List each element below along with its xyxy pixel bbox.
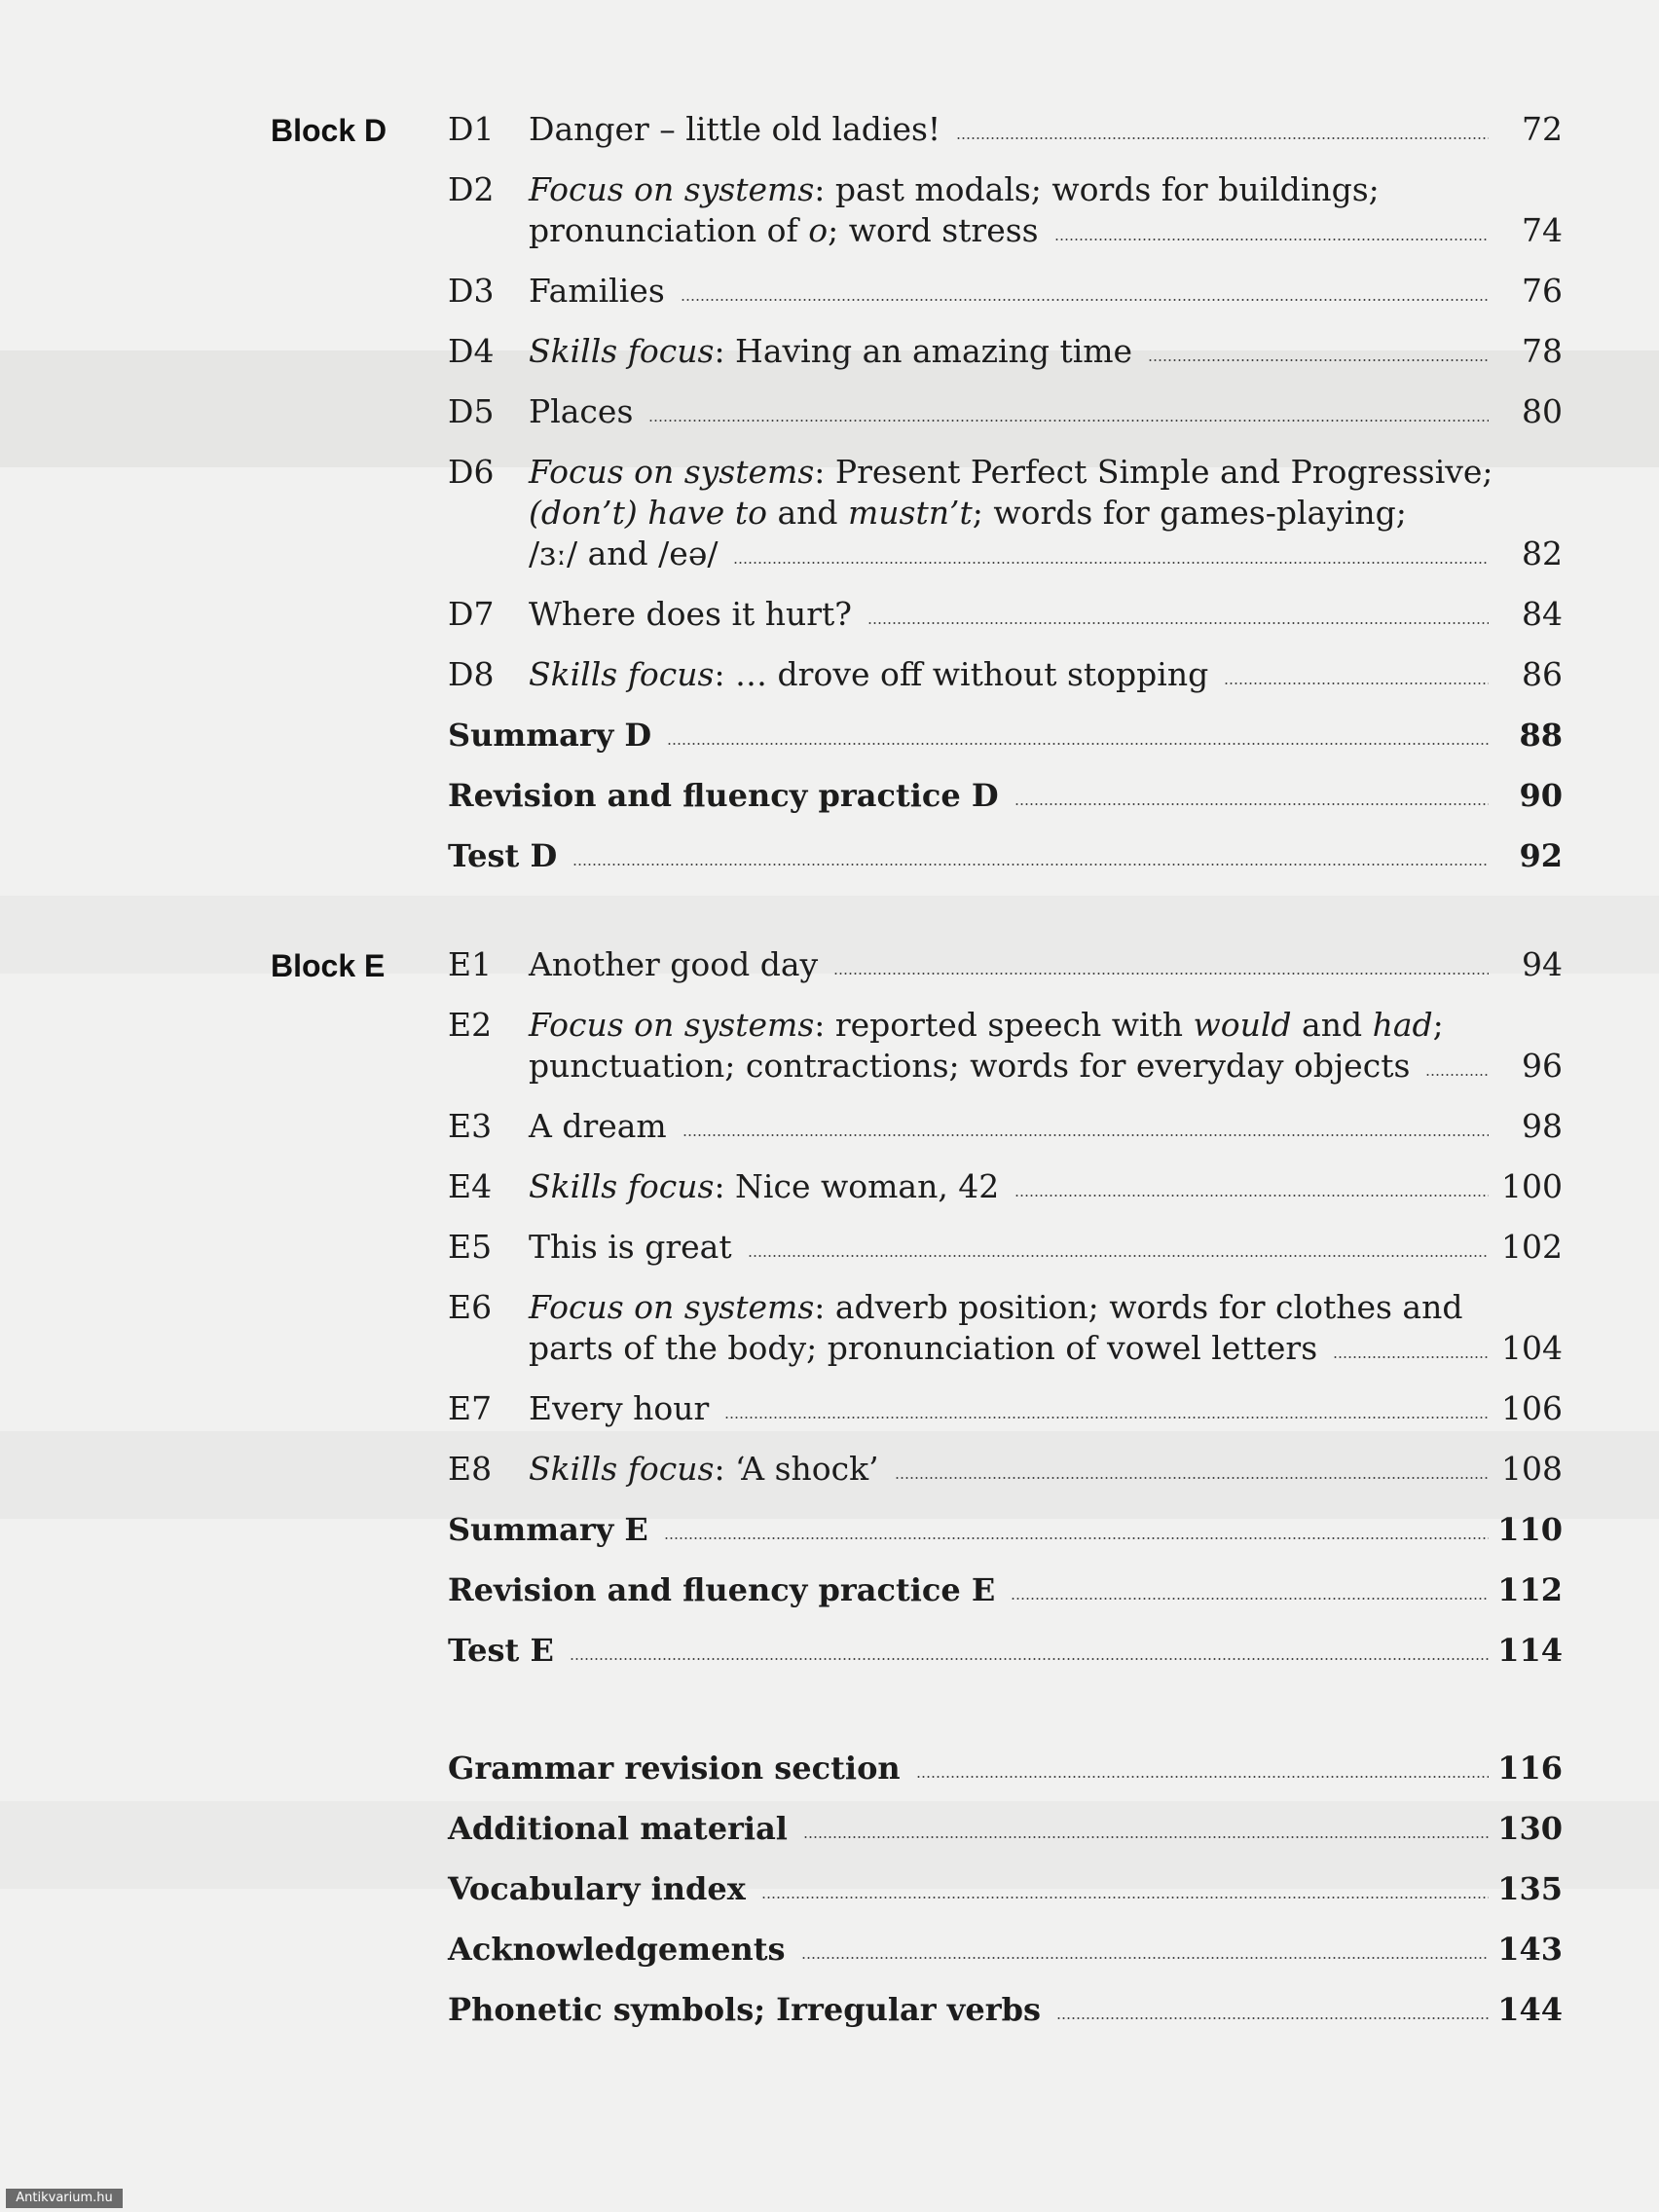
page-number: 106 xyxy=(1501,1389,1563,1427)
entry-text xyxy=(529,1106,667,1147)
entry-text-part: Another good day xyxy=(529,945,819,983)
entry-line xyxy=(448,1989,1563,2030)
page-number: 86 xyxy=(1522,655,1563,693)
entry-text-part: Revision and fluency practice E xyxy=(448,1571,996,1608)
dot-leader xyxy=(1333,1356,1489,1358)
page-number: 94 xyxy=(1522,945,1563,983)
entry-title xyxy=(448,1868,1563,1909)
entry-title xyxy=(448,1929,1563,1970)
entry-text xyxy=(529,210,1039,251)
unit-code: D6 xyxy=(448,453,495,491)
entry-text-part: ; xyxy=(1432,1006,1444,1044)
entry-text-part: mustn’t xyxy=(848,494,973,532)
unit-code: D8 xyxy=(448,655,495,693)
dot-leader xyxy=(664,1537,1489,1539)
entry-text-part: Focus on systems xyxy=(529,170,815,208)
entry-text xyxy=(448,1808,788,1849)
entry-title xyxy=(529,594,1563,635)
entry-text-part: and xyxy=(766,494,849,532)
entry-line xyxy=(529,594,1563,635)
entry-line xyxy=(448,1868,1563,1909)
dot-leader xyxy=(1056,2017,1489,2019)
entry-title xyxy=(448,1808,1563,1849)
entry-text xyxy=(529,452,1493,493)
entry-text-part: Where does it hurt? xyxy=(529,595,852,633)
dot-leader xyxy=(648,420,1489,422)
entry-text xyxy=(529,1005,1444,1046)
page-number: 110 xyxy=(1497,1511,1563,1548)
unit-code: E1 xyxy=(448,945,493,983)
entry-text-part: Phonetic symbols; Irregular verbs xyxy=(448,1991,1041,2028)
dot-leader xyxy=(895,1477,1489,1479)
block-label: Block E xyxy=(271,948,386,983)
entry-text-part: Skills focus xyxy=(529,1450,715,1488)
dot-leader xyxy=(733,562,1489,564)
entry-text xyxy=(529,1388,709,1429)
entry-text xyxy=(448,1569,995,1610)
unit-code: E7 xyxy=(448,1389,493,1427)
entry-text-part: Summary E xyxy=(448,1511,648,1548)
dot-leader xyxy=(570,1658,1489,1660)
entry-text-part: Acknowledgements xyxy=(448,1931,786,1968)
unit-code: E3 xyxy=(448,1107,493,1145)
entry-line xyxy=(529,210,1563,251)
entry-title xyxy=(529,1449,1563,1490)
entry-text xyxy=(529,109,940,150)
entry-title xyxy=(529,1287,1563,1369)
unit-code: D7 xyxy=(448,595,495,633)
entry-text-part: ; words for games-playing; xyxy=(972,494,1407,532)
dot-leader xyxy=(833,973,1489,975)
entry-line xyxy=(529,1046,1563,1087)
entry-text xyxy=(529,1046,1410,1087)
entry-text-part: Families xyxy=(529,272,665,310)
entry-line xyxy=(529,452,1563,493)
page-number: 144 xyxy=(1497,1991,1563,2028)
entry-text-part: had xyxy=(1372,1006,1433,1044)
entry-text-part: : Present Perfect Simple and Progressive; xyxy=(814,453,1493,491)
entry-text-part: Focus on systems xyxy=(529,453,815,491)
entry-title xyxy=(529,271,1563,312)
entry-title xyxy=(448,1748,1563,1788)
entry-line xyxy=(529,1166,1563,1207)
entry-title xyxy=(529,1388,1563,1429)
entry-line xyxy=(529,944,1563,985)
unit-code: D1 xyxy=(448,110,495,148)
page-number: 72 xyxy=(1522,110,1563,148)
entry-text xyxy=(529,1449,879,1490)
dot-leader xyxy=(867,622,1489,624)
entry-line xyxy=(529,1449,1563,1490)
entry-text-part: Test E xyxy=(448,1632,554,1669)
entry-title xyxy=(448,1569,1563,1610)
entry-title xyxy=(448,835,1563,876)
entry-title xyxy=(529,944,1563,985)
dot-leader xyxy=(1011,1598,1489,1600)
dot-leader xyxy=(748,1255,1489,1257)
page-number: 143 xyxy=(1497,1931,1563,1968)
page-number: 88 xyxy=(1519,717,1563,754)
entry-title xyxy=(529,331,1563,372)
unit-code: D5 xyxy=(448,392,495,430)
unit-code: D3 xyxy=(448,272,495,310)
entry-title xyxy=(448,775,1563,816)
entry-text-part: Danger – little old ladies! xyxy=(529,110,941,148)
entry-line xyxy=(529,493,1563,534)
entry-text-part: A dream xyxy=(529,1107,667,1145)
entry-text-part: Skills focus xyxy=(529,655,715,693)
entry-text-part: Skills focus xyxy=(529,332,715,370)
page-number: 100 xyxy=(1501,1167,1563,1205)
entry-text-part: Focus on systems xyxy=(529,1288,815,1326)
entry-text-part: parts of the body; pronunciation of vowel letters xyxy=(529,1329,1318,1367)
entry-text-part: Focus on systems xyxy=(529,1006,815,1044)
entry-line xyxy=(529,1227,1563,1268)
entry-line xyxy=(448,1748,1563,1788)
entry-line xyxy=(529,1005,1563,1046)
dot-leader xyxy=(681,299,1489,301)
entry-text xyxy=(448,1509,648,1550)
unit-code: E5 xyxy=(448,1228,493,1266)
dot-leader xyxy=(956,137,1489,139)
entry-text-part: Vocabulary index xyxy=(448,1870,746,1907)
entry-title xyxy=(529,1166,1563,1207)
entry-text xyxy=(529,1227,732,1268)
entry-line xyxy=(529,109,1563,150)
entry-title xyxy=(529,1227,1563,1268)
entry-line xyxy=(529,1388,1563,1429)
entry-text xyxy=(448,1748,901,1788)
entry-title xyxy=(529,391,1563,432)
entry-text-part: Test D xyxy=(448,837,558,874)
watermark: Antikvarium.hu xyxy=(6,2189,123,2208)
dot-leader xyxy=(1014,1195,1489,1197)
entry-line xyxy=(529,1287,1563,1328)
entry-title xyxy=(529,654,1563,695)
page-number: 96 xyxy=(1522,1047,1563,1085)
entry-text xyxy=(448,1630,554,1671)
entry-text-part: Summary D xyxy=(448,717,652,754)
entry-text xyxy=(529,493,1407,534)
unit-code: D4 xyxy=(448,332,495,370)
entry-line xyxy=(448,1509,1563,1550)
entry-text-part: Revision and fluency practice D xyxy=(448,777,999,814)
entry-text xyxy=(448,715,651,756)
entry-title xyxy=(529,1005,1563,1087)
page-number: 108 xyxy=(1501,1450,1563,1488)
dot-leader xyxy=(724,1417,1489,1419)
entry-text-part: ; word stress xyxy=(828,211,1039,249)
dot-leader xyxy=(572,864,1489,866)
entry-text-part: Every hour xyxy=(529,1389,710,1427)
entry-text-part: : adverb position; words for clothes and xyxy=(814,1288,1463,1326)
entry-text-part: Skills focus xyxy=(529,1167,715,1205)
entry-line xyxy=(448,715,1563,756)
entry-text xyxy=(529,534,718,574)
entry-line xyxy=(529,1106,1563,1147)
entry-line xyxy=(529,534,1563,574)
entry-text-part: : Nice woman, 42 xyxy=(714,1167,1000,1205)
entry-title xyxy=(529,169,1563,251)
entry-line xyxy=(448,1808,1563,1849)
page-number: 74 xyxy=(1522,211,1563,249)
entry-line xyxy=(529,1328,1563,1369)
block-label: Block D xyxy=(271,113,387,148)
entry-text xyxy=(529,331,1132,372)
dot-leader xyxy=(1148,359,1489,361)
entry-text-part: : … drove off without stopping xyxy=(714,655,1209,693)
entry-text-part: Grammar revision section xyxy=(448,1750,901,1787)
dot-leader xyxy=(1014,803,1489,805)
entry-title xyxy=(529,452,1563,574)
entry-text-part: : past modals; words for buildings; xyxy=(814,170,1380,208)
entry-line xyxy=(529,654,1563,695)
dot-leader xyxy=(761,1897,1489,1899)
dot-leader xyxy=(1224,682,1489,684)
page-number: 135 xyxy=(1497,1870,1563,1907)
page-number: 76 xyxy=(1522,272,1563,310)
unit-code: E2 xyxy=(448,1006,493,1044)
unit-code: E8 xyxy=(448,1450,493,1488)
entry-text-part: : Having an amazing time xyxy=(714,332,1133,370)
entry-text xyxy=(529,594,852,635)
entry-text-part: /ɜː/ and /eə/ xyxy=(529,535,719,572)
entry-text xyxy=(529,944,818,985)
entry-title xyxy=(448,1509,1563,1550)
unit-code: D2 xyxy=(448,170,495,208)
entry-title xyxy=(448,715,1563,756)
entry-text xyxy=(448,775,999,816)
entry-text xyxy=(448,1989,1041,2030)
entry-line xyxy=(448,835,1563,876)
entry-text-part: Places xyxy=(529,392,634,430)
entry-text-part: pronunciation of xyxy=(529,211,809,249)
entry-text-part: : ‘A shock’ xyxy=(714,1450,879,1488)
entry-text xyxy=(529,1287,1462,1328)
unit-code: E4 xyxy=(448,1167,493,1205)
entry-text-part: punctuation; contractions; words for everyday objects xyxy=(529,1047,1411,1085)
entry-text xyxy=(448,835,557,876)
entry-title xyxy=(448,1989,1563,2030)
unit-code: E6 xyxy=(448,1288,493,1326)
page-number: 98 xyxy=(1522,1107,1563,1145)
dot-leader xyxy=(667,743,1489,745)
entry-text-part: : reported speech with xyxy=(814,1006,1194,1044)
entry-line xyxy=(448,1929,1563,1970)
entry-line xyxy=(448,1569,1563,1610)
entry-text xyxy=(529,1328,1317,1369)
entry-title xyxy=(529,1106,1563,1147)
entry-text xyxy=(529,391,633,432)
entry-text-part: would xyxy=(1193,1006,1292,1044)
entry-text-part: Additional material xyxy=(448,1810,788,1847)
entry-line xyxy=(448,1630,1563,1671)
entry-text-part: This is great xyxy=(529,1228,732,1266)
entry-line xyxy=(529,391,1563,432)
page-number: 112 xyxy=(1497,1571,1563,1608)
page-number: 78 xyxy=(1522,332,1563,370)
dot-leader xyxy=(1425,1074,1489,1076)
entry-text-part: (don’t) have to xyxy=(529,494,767,532)
page-number: 84 xyxy=(1522,595,1563,633)
page-number: 104 xyxy=(1501,1329,1563,1367)
entry-title xyxy=(529,109,1563,150)
page-number: 102 xyxy=(1501,1228,1563,1266)
entry-text xyxy=(448,1868,746,1909)
entry-title xyxy=(448,1630,1563,1671)
page-number: 130 xyxy=(1497,1810,1563,1847)
entry-text xyxy=(448,1929,786,1970)
entry-text-part: and xyxy=(1291,1006,1373,1044)
entry-text-part: o xyxy=(808,211,829,249)
entry-line xyxy=(529,331,1563,372)
page-number: 82 xyxy=(1522,535,1563,572)
entry-line xyxy=(448,775,1563,816)
entry-text xyxy=(529,1166,999,1207)
entry-text xyxy=(529,169,1380,210)
entry-text xyxy=(529,271,665,312)
dot-leader xyxy=(801,1957,1489,1959)
page-number: 114 xyxy=(1497,1632,1563,1669)
dot-leader xyxy=(803,1836,1489,1838)
page-number: 90 xyxy=(1519,777,1563,814)
entry-line xyxy=(529,271,1563,312)
dot-leader xyxy=(916,1776,1489,1778)
entry-text xyxy=(529,654,1208,695)
page-number: 116 xyxy=(1497,1750,1563,1787)
dot-leader xyxy=(682,1134,1489,1136)
page-number: 92 xyxy=(1519,837,1563,874)
page-number: 80 xyxy=(1522,392,1563,430)
dot-leader xyxy=(1054,239,1489,240)
entry-line xyxy=(529,169,1563,210)
